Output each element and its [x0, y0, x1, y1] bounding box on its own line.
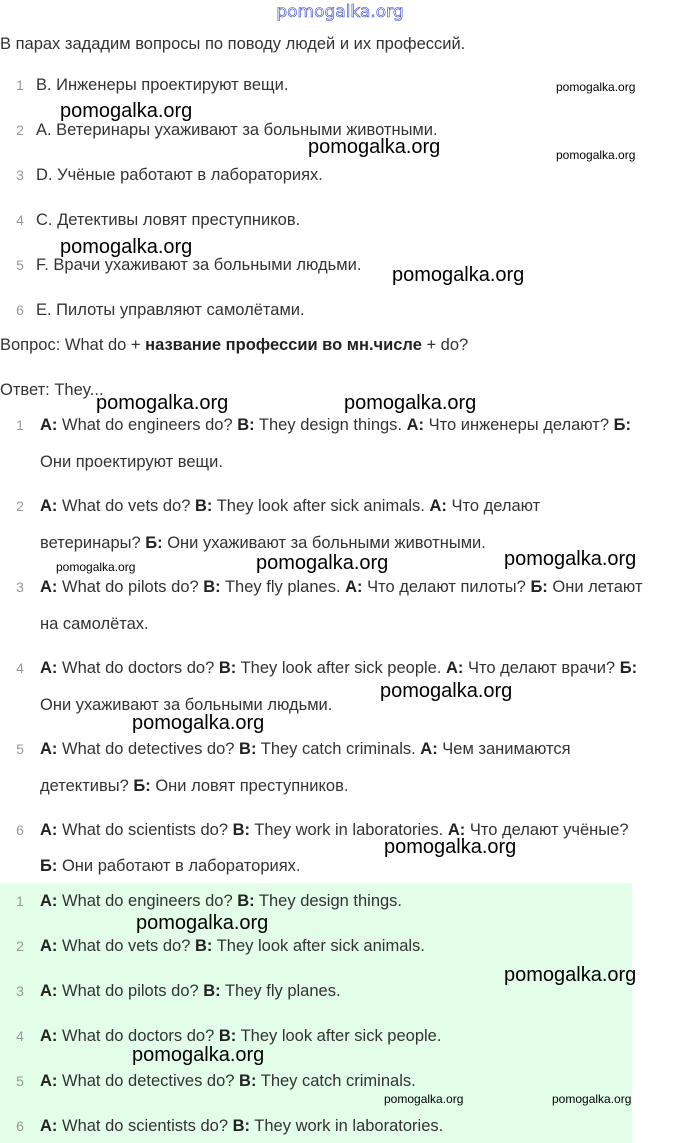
watermark-text: pomogalka.org [380, 680, 513, 702]
dialog-ru-question: Чем занимаются [437, 740, 571, 758]
watermark-text: pomogalka.org [132, 712, 265, 734]
speaker-a-label: A: [40, 982, 58, 1000]
watermark-text: pomogalka.org [136, 912, 269, 934]
answer-question: What do scientists do? [57, 1117, 233, 1135]
watermark-text: pomogalka.org [384, 1092, 464, 1106]
speaker-a-label: A: [40, 892, 58, 910]
dialog-line-2 [40, 855, 301, 877]
match-number: 1 [16, 77, 24, 93]
dialog-ru-question: Что делают врачи? [463, 659, 620, 677]
speaker-ra-label: А: [447, 821, 466, 839]
dialog-ru-question-end: детективы? [40, 777, 134, 795]
dialog-ru-answer: Они работают в лабораториях. [57, 857, 301, 875]
answer-question: What do pilots do? [57, 982, 204, 1000]
dialog-answer: They catch criminals. [256, 740, 421, 758]
watermark-text: pomogalka.org [96, 392, 229, 414]
answer-number: 6 [16, 1118, 24, 1134]
speaker-a-label: A: [40, 1072, 58, 1090]
answer-question: What do detectives do? [57, 1072, 240, 1090]
speaker-a-label: A: [40, 659, 58, 677]
speaker-b-label: B: [203, 578, 221, 596]
intro-text: В парах зададим вопросы по поводу людей и их профессий. [0, 35, 466, 53]
dialog-number: 3 [16, 579, 24, 595]
dialog-question: What do doctors do? [57, 659, 219, 677]
speaker-b-label: B: [195, 937, 213, 955]
speaker-rb-label: Б: [133, 777, 151, 795]
question-rule-suffix: + do? [421, 336, 469, 354]
speaker-rb-label: Б: [40, 857, 58, 875]
watermark-text: pomogalka.org [344, 392, 477, 414]
answer-number: 5 [16, 1073, 24, 1089]
dialog-answer: They fly planes. [220, 578, 346, 596]
speaker-a-label: A: [40, 740, 58, 758]
question-rule [0, 334, 468, 356]
speaker-a-label: A: [40, 416, 58, 434]
speaker-ra-label: А: [446, 659, 464, 677]
dialog-answer: They look after sick people. [236, 659, 447, 677]
watermark-text: pomogalka.org [132, 1044, 265, 1066]
dialog-number: 1 [16, 417, 24, 433]
match-item: C. Детективы ловят преступников. [36, 211, 301, 229]
answer-line [40, 935, 425, 957]
dialog-line [40, 576, 643, 598]
dialog-ru-answer: Они летают [547, 578, 643, 596]
question-rule-bold: название профессии во мн.числе [145, 336, 422, 354]
speaker-rb-label: Б: [619, 659, 638, 677]
speaker-b-label: B: [203, 982, 221, 1000]
dialog-line [40, 738, 571, 760]
speaker-ra-label: А: [420, 740, 438, 758]
watermark-text: pomogalka.org [60, 236, 193, 258]
answer-question: What do doctors do? [57, 1027, 219, 1045]
answer-reply: They catch criminals. [256, 1072, 416, 1090]
watermark-text: pomogalka.org [256, 552, 389, 574]
speaker-b-label: B: [232, 1117, 251, 1135]
speaker-b-label: B: [218, 659, 237, 677]
speaker-rb-label: Б: [530, 578, 548, 596]
watermark-text: pomogalka.org [504, 964, 637, 986]
speaker-a-label: A: [40, 497, 58, 515]
dialog-ru-question: Что делают [446, 497, 541, 515]
speaker-b-label: B: [239, 740, 257, 758]
dialog-ru-question: Что делают пилоты? [362, 578, 531, 596]
match-item: F. Врачи ухаживают за больными людьми. [36, 256, 362, 274]
match-number: 2 [16, 122, 24, 138]
answer-reply: They work in laboratories. [250, 1117, 444, 1135]
speaker-a-label: A: [40, 821, 58, 839]
speaker-a-label: A: [40, 937, 58, 955]
watermark-text: pomogalka.org [308, 136, 441, 158]
speaker-ra-label: А: [406, 416, 425, 434]
speaker-a-label: A: [40, 578, 58, 596]
speaker-b-label: B: [218, 1027, 237, 1045]
dialog-line [40, 495, 540, 517]
answer-number: 4 [16, 1028, 24, 1044]
speaker-rb-label: Б: [613, 416, 631, 434]
dialog-ru-answer: Они ловят преступников. [150, 777, 349, 795]
speaker-ra-label: А: [429, 497, 447, 515]
header-watermark: pomogalka.org [276, 2, 404, 22]
dialog-line-2: Они проектируют вещи. [40, 453, 223, 471]
speaker-a-label: A: [40, 1117, 58, 1135]
dialog-line-2 [40, 775, 348, 797]
answer-reply: They design things. [254, 892, 403, 910]
match-item: E. Пилоты управляют самолётами. [36, 301, 305, 319]
speaker-rb-label: Б: [145, 534, 163, 552]
match-item: D. Учёные работают в лабораториях. [36, 166, 323, 184]
watermark-text: pomogalka.org [504, 548, 637, 570]
match-item: A. Ветеринары ухаживают за больными животными. [36, 121, 438, 139]
answer-line [40, 980, 341, 1002]
speaker-b-label: B: [239, 1072, 257, 1090]
dialog-line [40, 414, 631, 436]
speaker-a-label: A: [40, 1027, 58, 1045]
dialog-question: What do detectives do? [57, 740, 240, 758]
answer-number: 3 [16, 983, 24, 999]
dialog-ru-question: Что инженеры делают? [424, 416, 614, 434]
dialog-number: 5 [16, 741, 24, 757]
match-item: B. Инженеры проектируют вещи. [36, 76, 289, 94]
watermark-text: pomogalka.org [552, 1092, 632, 1106]
dialog-ru-question-end: ветеринары? [40, 534, 146, 552]
answer-rule: Ответ: They... [0, 381, 104, 399]
answer-reply: They look after sick animals. [212, 937, 425, 955]
watermark-text: pomogalka.org [56, 560, 136, 574]
speaker-b-label: B: [237, 892, 255, 910]
watermark-text: pomogalka.org [556, 80, 636, 94]
dialog-number: 2 [16, 498, 24, 514]
speaker-b-label: B: [232, 821, 251, 839]
speaker-b-label: B: [195, 497, 213, 515]
answer-number: 2 [16, 938, 24, 954]
answer-line [40, 1070, 416, 1092]
answer-number: 1 [16, 893, 24, 909]
dialog-answer: They design things. [254, 416, 407, 434]
speaker-b-label: B: [237, 416, 255, 434]
dialog-line-2: на самолётах. [40, 615, 149, 633]
dialog-number: 6 [16, 822, 24, 838]
dialog-question: What do scientists do? [57, 821, 233, 839]
dialog-question: What do engineers do? [57, 416, 238, 434]
watermark-text: pomogalka.org [60, 100, 193, 122]
dialog-line-2: Они ухаживают за больными людьми. [40, 696, 333, 714]
dialog-line [40, 819, 629, 841]
answer-line [40, 1115, 443, 1137]
answer-line [40, 890, 402, 912]
dialog-question: What do vets do? [57, 497, 195, 515]
watermark-text: pomogalka.org [384, 836, 517, 858]
answer-reply: They look after sick people. [236, 1027, 442, 1045]
question-rule-prefix: Вопрос: What do + [0, 336, 146, 354]
dialog-answer: They work in laboratories. [250, 821, 448, 839]
dialog-answer: They look after sick animals. [212, 497, 430, 515]
dialog-line [40, 657, 637, 679]
match-number: 5 [16, 257, 24, 273]
speaker-ra-label: А: [345, 578, 363, 596]
dialog-ru-question: Что делают учёные? [465, 821, 629, 839]
watermark-text: pomogalka.org [556, 148, 636, 162]
match-number: 3 [16, 167, 24, 183]
match-number: 4 [16, 212, 24, 228]
dialog-question: What do pilots do? [57, 578, 204, 596]
answer-question: What do engineers do? [57, 892, 238, 910]
dialog-ru-answer: Они ухаживают за больными животными. [162, 534, 486, 552]
answer-question: What do vets do? [57, 937, 195, 955]
dialog-number: 4 [16, 660, 24, 676]
answer-box [0, 883, 632, 1143]
answer-reply: They fly planes. [220, 982, 341, 1000]
watermark-text: pomogalka.org [392, 264, 525, 286]
match-number: 6 [16, 302, 24, 318]
